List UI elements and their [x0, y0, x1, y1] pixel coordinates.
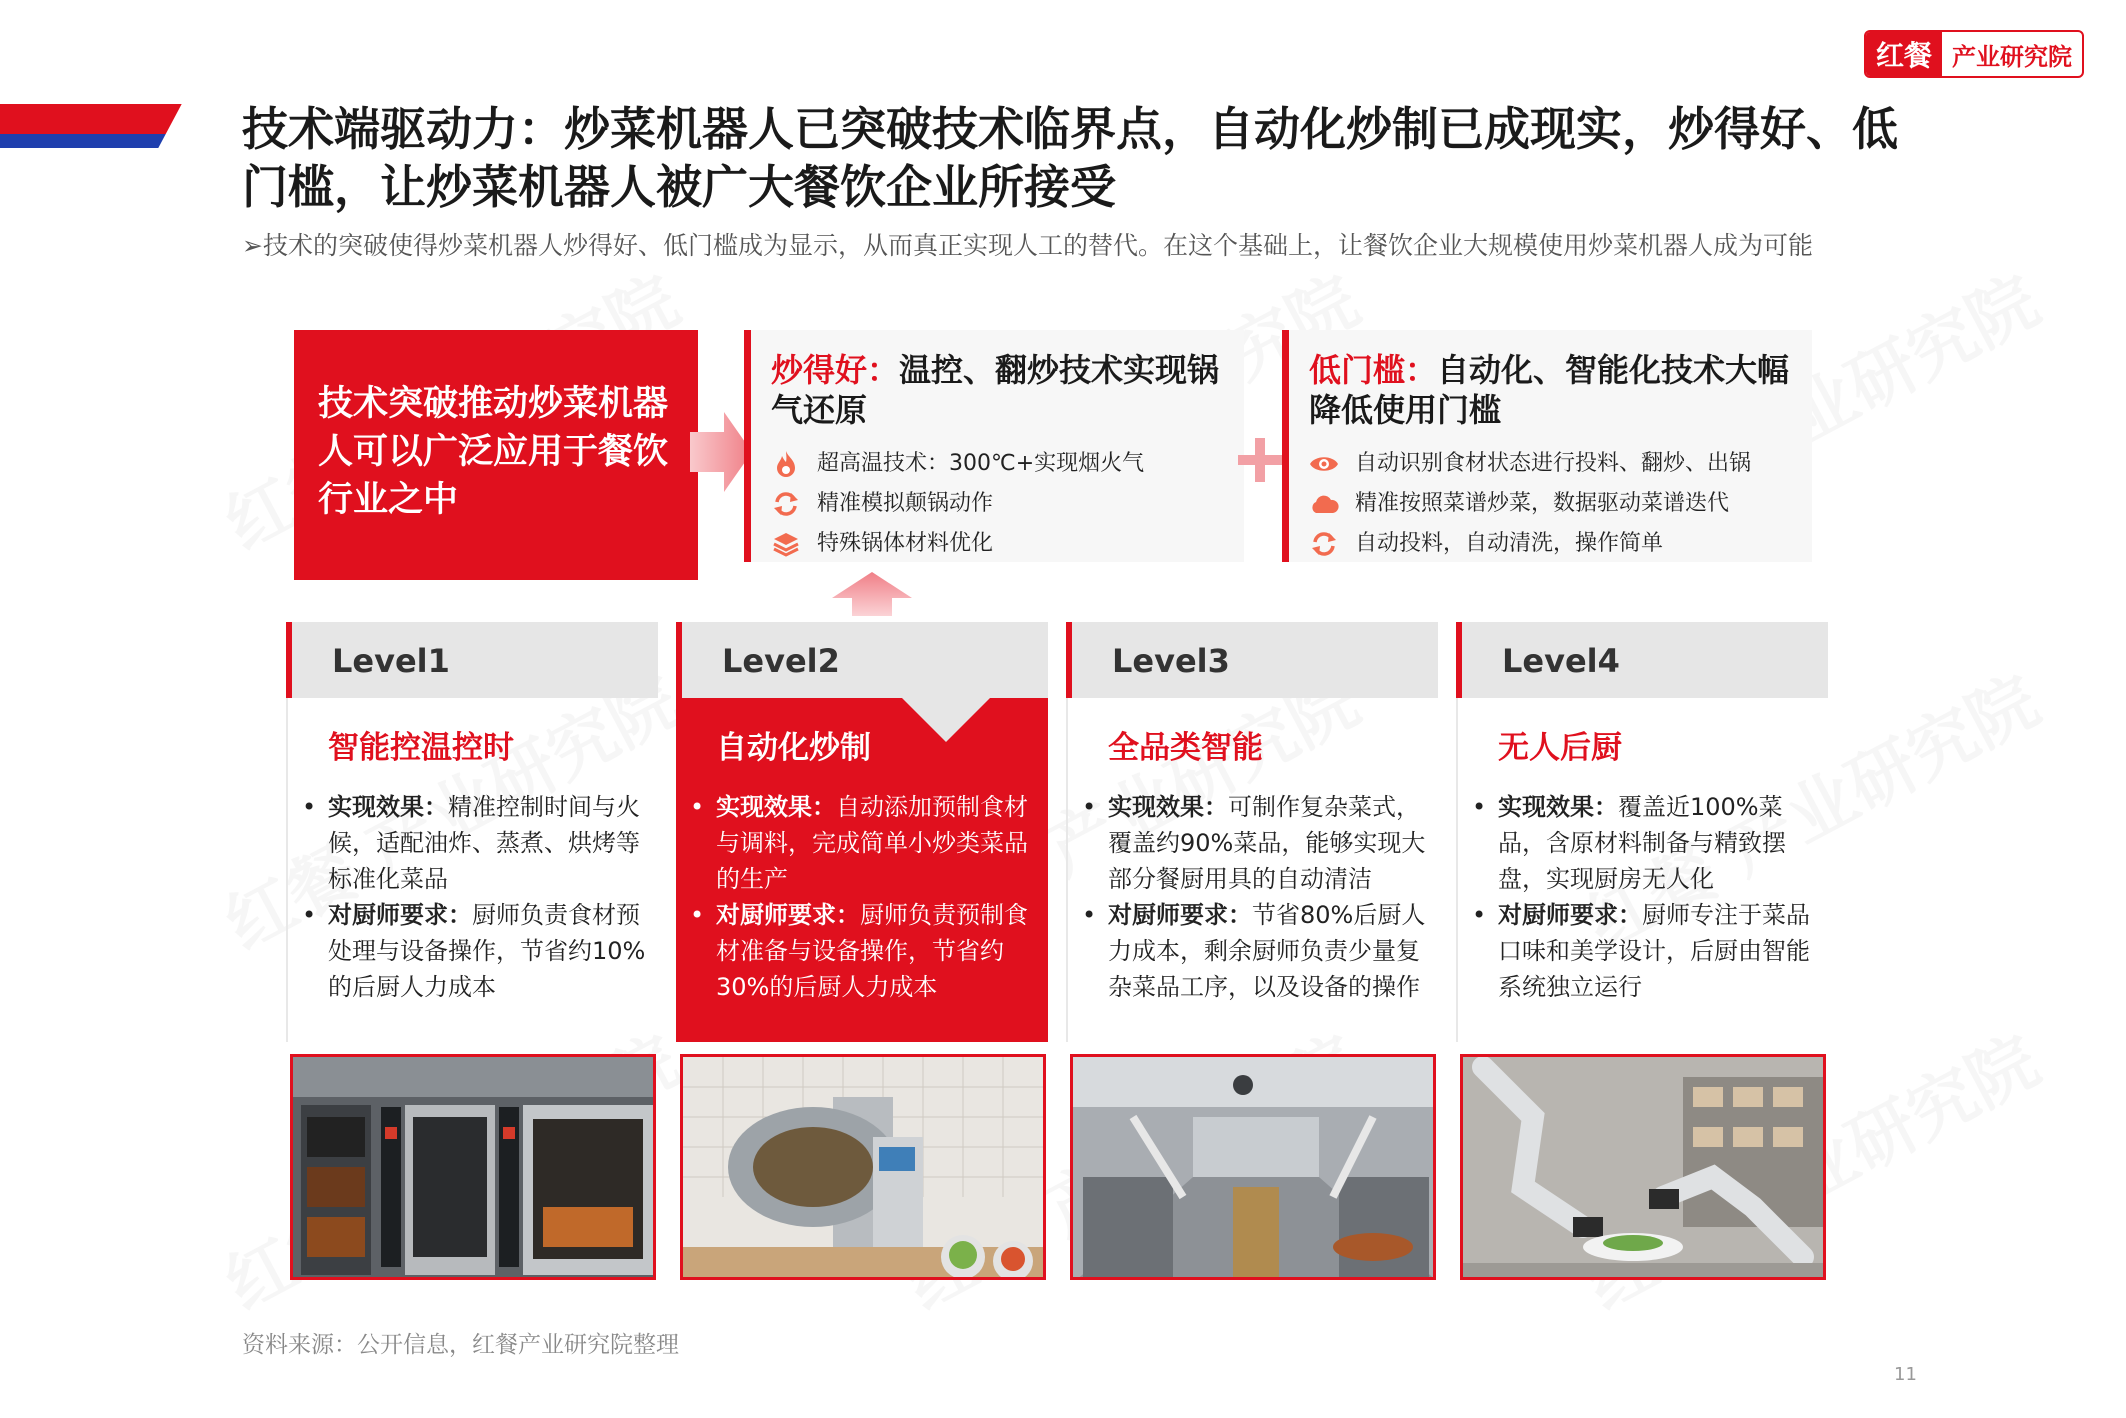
bullet-key: 对厨师要求：: [1108, 901, 1252, 929]
bullet-text: 厨师专注于菜品口味和美学设计，后厨由智能系统独立运行: [1498, 901, 1810, 1001]
bullet-key: 实现效果：: [716, 793, 836, 821]
level-bullet: [1108, 789, 1428, 897]
bullet-key: 实现效果：: [1498, 793, 1618, 821]
arrow-up-icon: [832, 572, 912, 616]
bullet-key: 对厨师要求：: [1498, 901, 1642, 929]
card-item-text: 自动投料，自动清洗，操作简单: [1355, 531, 1664, 556]
bullet-key: 实现效果：: [328, 793, 448, 821]
level-body: [676, 698, 1048, 1042]
photo-robot-arms: [1460, 1054, 1826, 1280]
card-item: [771, 484, 1224, 524]
level-bullets: [1498, 789, 1818, 1005]
level-body: [286, 698, 658, 1042]
feature-card-good-cooking: [744, 330, 1244, 562]
eye-icon: [1309, 449, 1339, 479]
header-accent-bar: [0, 104, 190, 134]
level-label: Level4: [1456, 622, 1828, 698]
level-label: Level2: [676, 622, 1048, 698]
level-bullet: [1108, 897, 1428, 1005]
card-item-text: 自动识别食材状态进行投料、翻炒、出锅: [1355, 451, 1752, 476]
layers-icon: [771, 529, 801, 559]
card-title-text: 自动化、智能化技术大幅降低使用门槛: [1309, 351, 1790, 429]
source-note: 资料来源：公开信息，红餐产业研究院整理: [242, 1332, 679, 1358]
level-card-2: [676, 622, 1048, 1042]
bullet-key: 对厨师要求：: [716, 901, 860, 929]
card-item: [1309, 524, 1792, 564]
page-title: 技术端驱动力：炒菜机器人已突破技术临界点，自动化炒制已成现实，炒得好、低门槛，让炒菜机器人被广大餐饮企业所接受: [242, 102, 1898, 214]
cloud-icon: [1309, 489, 1339, 519]
photo-ovens: [290, 1054, 656, 1280]
bullet-key: 对厨师要求：: [328, 901, 472, 929]
flame-icon: [771, 449, 801, 479]
level-bullets: [1108, 789, 1428, 1005]
page-number: 11: [1894, 1364, 1917, 1385]
feature-card-low-threshold: [1282, 330, 1812, 562]
bullet-text: 可制作复杂菜式，覆盖约90%菜品，能够实现大部分餐厨用具的自动清洁: [1108, 793, 1426, 893]
card-title-text: 温控、翻炒技术实现锅气还原: [771, 351, 1220, 429]
level-card-4: [1456, 622, 1828, 1042]
refresh-icon: [771, 489, 801, 519]
bullet-key: 实现效果：: [1108, 793, 1228, 821]
bullet-text: 节省80%后厨人力成本，剩余厨师负责少量复杂菜品工序，以及设备的操作: [1108, 901, 1426, 1001]
logo-text: 产业研究院: [1952, 42, 2072, 71]
bullet-text: 厨师负责预制食材准备与设备操作，节省约30%的后厨人力成本: [716, 901, 1028, 1001]
level-bullets: [716, 789, 1038, 1005]
header-accent-bar-blue: [0, 134, 184, 148]
card-title-highlight: 低门槛：: [1309, 351, 1438, 389]
level-bullet: [1498, 789, 1818, 897]
level-name: 全品类智能: [1108, 730, 1263, 766]
level-name: 自动化炒制: [716, 730, 871, 766]
level-bullets: [328, 789, 648, 1005]
level-name: 智能控温控时: [328, 730, 514, 766]
level-name: 无人后厨: [1498, 730, 1622, 766]
level-body: [1456, 698, 1828, 1042]
level-bullet: [716, 789, 1038, 897]
level-notch: [900, 696, 992, 742]
hero-box: 技术突破推动炒菜机器人可以广泛应用于餐饮行业之中: [294, 330, 698, 580]
level-card-1: [286, 622, 658, 1042]
level-bullet: [716, 897, 1038, 1005]
arrow-right-icon: [690, 412, 752, 492]
logo-mark: 红餐: [1866, 32, 1942, 76]
refresh-icon: [1309, 529, 1339, 559]
bullet-text: 精准控制时间与火候，适配油炸、蒸煮、烘烤等标准化菜品: [328, 793, 640, 893]
bullet-text: 覆盖近100%菜品，含原材料制备与精致摆盘，实现厨房无人化: [1498, 793, 1786, 893]
level-bullet: [328, 789, 648, 897]
card-title-highlight: 炒得好：: [771, 351, 900, 389]
card-item-text: 特殊锅体材料优化: [817, 531, 994, 556]
level-label: Level3: [1066, 622, 1438, 698]
photo-wok-robot: [680, 1054, 1046, 1280]
card-item: [1309, 444, 1792, 484]
bullet-text: 自动添加预制食材与调料，完成简单小炒类菜品的生产: [716, 793, 1028, 893]
card-item-text: 精准模拟颠锅动作: [817, 491, 994, 516]
card-title: [1309, 350, 1792, 430]
level-card-3: [1066, 622, 1438, 1042]
photo-smart-kitchen: [1070, 1054, 1436, 1280]
plus-icon: [1238, 438, 1282, 482]
level-bullet: [328, 897, 648, 1005]
card-item: [771, 524, 1224, 564]
level-label: Level1: [286, 622, 658, 698]
brand-logo: [1864, 30, 2084, 78]
page-subtitle: ➢技术的突破使得炒菜机器人炒得好、低门槛成为显示，从而真正实现人工的替代。在这个基础上，让餐饮企业大规模使用炒菜机器人成为可能: [242, 231, 1813, 260]
level-body: [1066, 698, 1438, 1042]
card-item-text: 超高温技术：300℃+实现烟火气: [817, 451, 1145, 476]
card-item-text: 精准按照菜谱炒菜，数据驱动菜谱迭代: [1355, 491, 1730, 516]
card-item: [771, 444, 1224, 484]
level-bullet: [1498, 897, 1818, 1005]
bullet-text: 厨师负责食材预处理与设备操作，节省约10%的后厨人力成本: [328, 901, 646, 1001]
card-item: [1309, 484, 1792, 524]
card-title: [771, 350, 1224, 430]
